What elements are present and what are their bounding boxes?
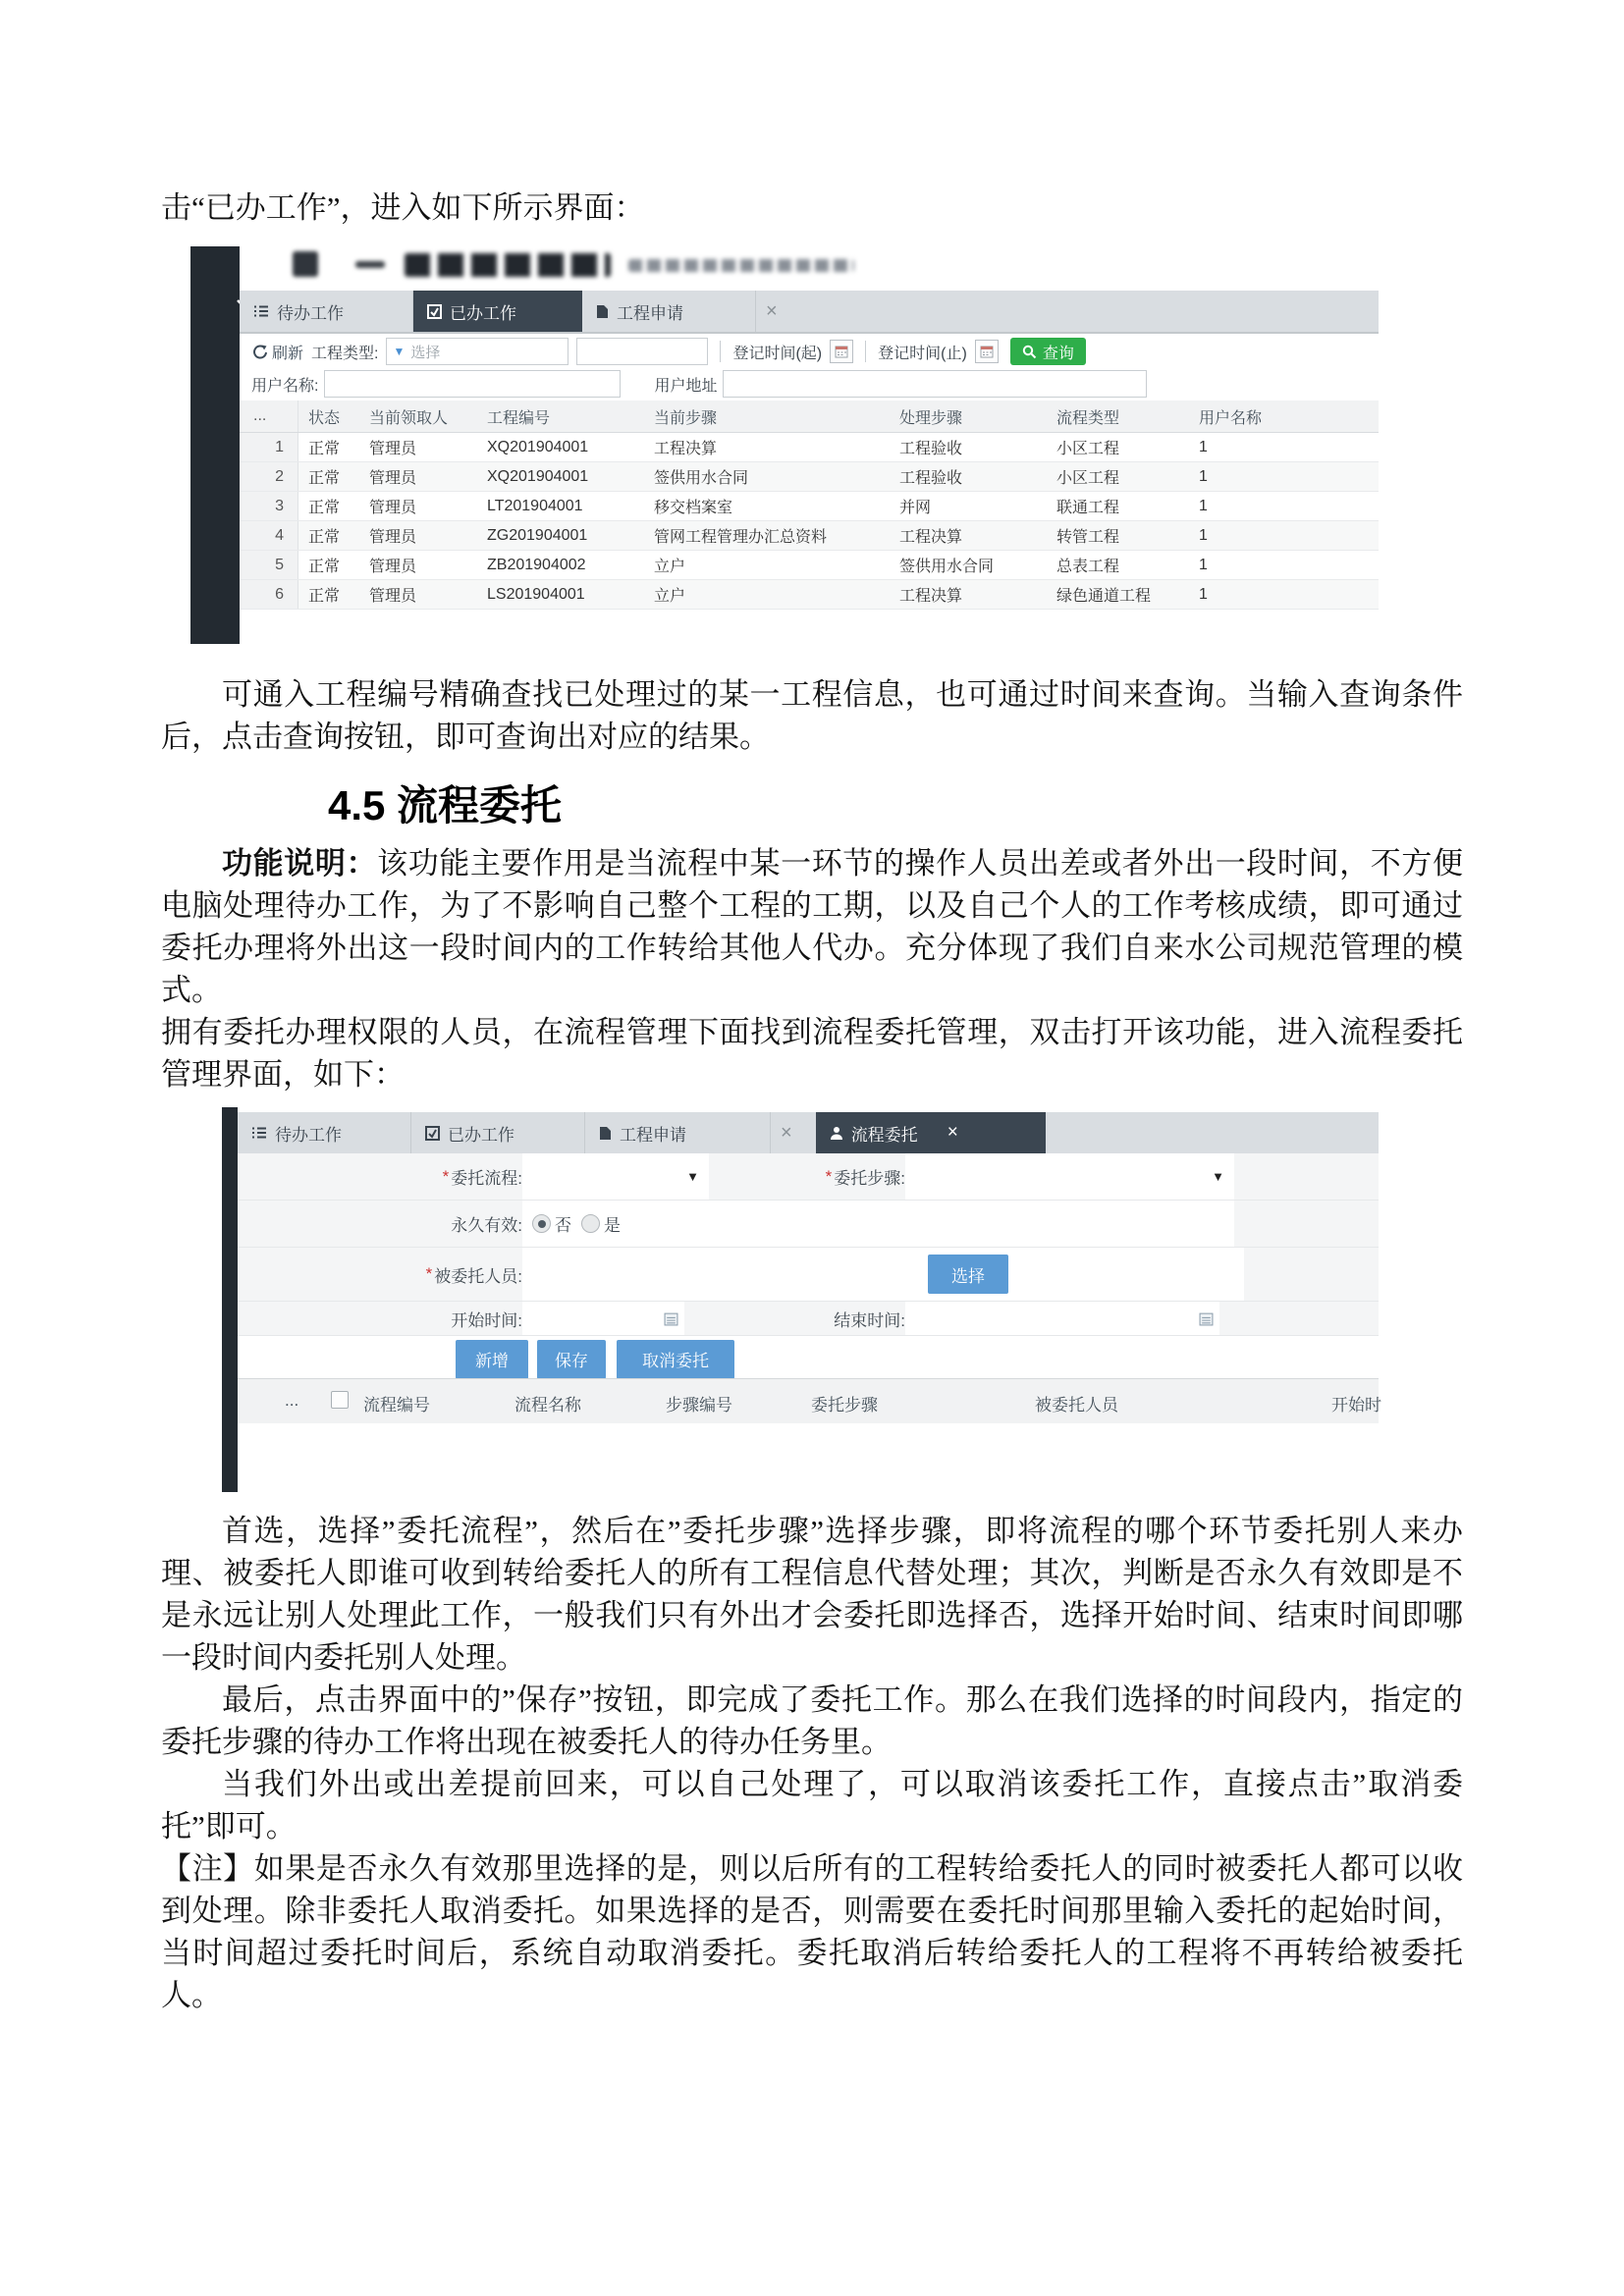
chevron-down-icon: ▼ [393,345,406,358]
required-mark: * [825,1166,833,1186]
user-addr-input[interactable] [723,370,1147,398]
delegation-form [238,1153,1379,1383]
calendar-icon [980,345,994,358]
query-label: 查询 [1042,345,1074,362]
tab-done-work[interactable] [411,1112,585,1153]
cell-handle-step: 工程决算 [899,529,963,546]
end-label: 结束时间: [684,1302,905,1335]
cell-current-step: 工程决算 [654,441,718,457]
paragraph: 当我们外出或出差提前回来，可以自己处理了，可以取消该委托工作，直接点击”取消委托”即可。 [161,1767,1463,1843]
cell-current-step: 移交档案室 [654,500,733,516]
user-name-input[interactable] [324,370,621,398]
col-header: 当前步骤 [654,409,718,427]
select-placeholder: 选择 [410,344,441,361]
screenshot-flow-delegation [161,1107,1379,1492]
step-select[interactable] [905,1153,1234,1200]
col-header: 当前领取人 [369,409,449,427]
table-row[interactable] [240,521,1379,551]
bold-lead: 功能说明： [222,846,378,881]
section-heading: 4.5 流程委托 [328,782,563,828]
blurred-menu-artifact [355,261,385,268]
paragraph: 最后，点击界面中的”保存”按钮，即完成了委托工作。那么在我们选择的时间段内，指定的委托步骤的待办工作将出现在被委托人的待办任务里。 [161,1682,1463,1759]
step-label: * 委托步骤: [709,1153,905,1200]
cell-flow-type: 总表工程 [1056,559,1120,575]
divider [720,341,721,362]
cell-owner: 管理员 [369,441,417,457]
row-filler [1234,1201,1379,1247]
project-type-select[interactable] [386,338,568,365]
cell-status: 正常 [308,470,341,487]
project-type-input[interactable] [576,338,708,365]
close-tab-icon[interactable]: × [781,1122,792,1144]
radio-no-label: 否 [555,1216,571,1235]
row-number: 4 [240,521,298,550]
radio-yes-label: 是 [604,1216,621,1235]
row-number: 5 [240,551,298,579]
user-name-label: 用户名称: [251,377,319,395]
end-time-input[interactable] [905,1302,1219,1335]
cell-current-step: 签供用水合同 [654,470,749,487]
table-row[interactable] [240,433,1379,462]
flow-label: * 委托流程: [238,1153,522,1200]
form-row-forever [238,1201,1379,1248]
cell-owner: 管理员 [369,559,417,575]
tab-done-work[interactable] [413,291,582,332]
screenshot-done-work [161,246,1379,644]
col-header: 状态 [308,409,341,427]
app-header-blurred [240,246,1379,291]
reg-end-label: 登记时间(止) [878,345,967,362]
cell-user-name: 1 [1199,497,1208,514]
query-button[interactable] [1010,338,1086,365]
cell-flow-type: 小区工程 [1056,441,1120,457]
cell-project-no: ZB201904002 [487,556,586,573]
add-button[interactable]: 新增 [456,1340,528,1379]
cell-status: 正常 [308,441,341,457]
close-tab-icon[interactable]: × [947,1122,958,1143]
cell-handle-step: 并网 [899,500,932,516]
tab-bar [238,1112,1379,1155]
reg-start-label: 登记时间(起) [732,345,823,362]
row-number: 2 [240,462,298,491]
tab-label: 待办工作 [275,1125,342,1145]
tab-todo-work[interactable] [238,1112,411,1153]
col-header: 被委托人员 [1035,1396,1118,1415]
cell-handle-step: 签供用水合同 [899,559,995,575]
paragraph: 拥有委托办理权限的人员，在流程管理下面找到流程委托管理，双击打开该功能，进入流程委托管理界面，如下： [161,1015,1463,1092]
select-all-checkbox[interactable] [331,1391,349,1409]
blurred-logo-artifact [293,251,318,277]
radio-yes[interactable] [581,1214,600,1233]
chevron-down-icon: ▼ [686,1169,699,1184]
row-filler [1219,1302,1379,1335]
paragraph: 首选，选择”委托流程”，然后在”委托步骤”选择步骤，即将流程的哪个环节委托别人来办理、被委托人即谁可收到转给委托人的所有工程信息代替处理；其次，判断是否永久有效即是不是永远让别人处理此工作，一般我们只有外出才会委托即选择否，选择开始时间、结束时间即哪一段时间内委托别人处理。 [161,1514,1463,1675]
delegation-table-header [238,1378,1379,1425]
col-header: 流程编号 [363,1396,430,1415]
tab-label: 已办工作 [450,303,516,323]
file-icon [596,304,609,319]
tab-label: 已办工作 [448,1125,514,1145]
cell-flow-type: 小区工程 [1056,470,1120,487]
calendar-icon[interactable] [664,1311,678,1326]
cell-status: 正常 [308,588,341,605]
calendar-start-button[interactable] [830,340,853,363]
delegation-table-body-empty [238,1423,1379,1492]
cell-owner: 管理员 [369,470,417,487]
note-paragraph: 【注】如果是否永久有效那里选择的是，则以后所有的工程转给委托人的同时被委托人都可以收到处理。除非委托人取消委托。如果选择的是否，则需要在委托时间那里输入委托的起始时间，当时间超过委托时间后，系统自动取消委托。委托取消后转给委托人的工程将不再转给被委托人。 [161,1851,1463,2012]
row-number: 1 [240,433,298,461]
flow-select[interactable] [522,1153,709,1200]
check-square-icon [427,304,442,319]
forever-options [522,1201,1234,1247]
table-row[interactable] [240,551,1379,580]
form-row-buttons [238,1336,1379,1383]
cell-current-step: 管网工程管理办汇总资料 [654,529,828,546]
tab-label: 待办工作 [277,303,344,323]
cell-user-name: 1 [1199,556,1208,573]
start-label: 开始时间: [238,1302,522,1335]
required-mark: * [425,1264,433,1283]
filter-toolbar [240,332,1379,369]
start-time-input[interactable] [522,1302,684,1335]
cell-handle-step: 工程决算 [899,588,963,605]
paragraph [161,842,1463,1011]
cell-flow-type: 绿色通道工程 [1056,588,1152,605]
table-row[interactable] [240,580,1379,610]
col-header: 用户名称 [1199,409,1263,427]
cell-status: 正常 [308,529,341,546]
col-header: 流程类型 [1056,409,1120,427]
delegate-input[interactable] [522,1248,920,1301]
cell-project-no: XQ201904001 [487,467,589,485]
forever-label: 永久有效: [238,1201,522,1247]
row-filler [1244,1248,1379,1301]
radio-no[interactable] [532,1214,551,1233]
blurred-subtitle-artifact [628,259,854,272]
radio-dot [538,1220,546,1228]
cell-project-no: LS201904001 [487,585,585,603]
cancel-delegation-button[interactable]: 取消委托 [617,1340,734,1379]
table-header-row [240,400,1379,433]
choose-button[interactable]: 选择 [928,1255,1008,1294]
refresh-icon [251,344,267,359]
row-number: 3 [240,492,298,520]
form-row-flow [238,1153,1379,1201]
cell-project-no: ZG201904001 [487,526,588,544]
cell-owner: 管理员 [369,588,417,605]
cell-current-step: 立户 [654,588,686,605]
cell-user-name: 1 [1199,526,1208,544]
cell-handle-step: 工程验收 [899,441,963,457]
sidebar-collapse-strip[interactable] [222,1107,238,1492]
col-header: 委托步骤 [811,1396,878,1415]
col-header: ... [240,400,298,432]
calendar-end-button[interactable] [975,340,999,363]
tab-project-apply[interactable] [582,291,756,332]
col-header: 开始时 [1331,1396,1381,1415]
filter-toolbar-row2 [240,367,1379,400]
paragraph-text: 该功能主要作用是当流程中某一环节的操作人员出差或者外出一段时间，不方便电脑处理待办工作，为了不影响自己整个工程的工期，以及自己个人的工作考核成绩，即可通过委托办理将外出这一段时间内的工作转给其他人代办。充分体现了我们自来水公司规范管理的模式。 [161,846,1463,1007]
cell-status: 正常 [308,500,341,516]
sidebar-collapse-strip[interactable] [190,246,240,644]
user-addr-label: 用户地址 [654,377,718,395]
tab-project-apply[interactable] [585,1112,771,1153]
row-number: 6 [240,580,298,609]
refresh-label: 刷新 [272,345,304,362]
list-icon [253,304,269,318]
tab-label: 工程申请 [620,1125,686,1145]
cell-owner: 管理员 [369,529,417,546]
col-header: 工程编号 [487,409,551,427]
chevron-down-icon: ▼ [1212,1169,1224,1184]
tab-flow-delegation[interactable] [816,1112,1046,1153]
list-icon [251,1126,267,1140]
cell-flow-type: 联通工程 [1056,500,1120,516]
person-icon [830,1126,843,1141]
cell-user-name: 1 [1199,438,1208,455]
tab-label: 流程委托 [850,1125,918,1145]
cell-handle-step: 工程验收 [899,470,963,487]
save-button[interactable]: 保存 [537,1340,606,1379]
intro-text: 击“已办工作”，进入如下所示界面： [161,190,645,225]
cell-project-no: XQ201904001 [487,438,589,455]
form-row-time [238,1302,1379,1336]
cell-status: 正常 [308,559,341,575]
row-filler [1234,1153,1379,1200]
tab-label: 工程申请 [617,303,683,323]
tab-todo-work[interactable] [240,291,413,332]
calendar-icon [835,345,848,358]
tab-bar [240,291,1379,334]
col-header: 流程名称 [514,1396,581,1415]
file-icon [599,1126,612,1141]
divider [865,341,866,362]
type-label: 工程类型: [311,345,379,362]
paragraph: 可通入工程编号精确查找已处理过的某一工程信息，也可通过时间来查询。当输入查询条件后，点击查询按钮，即可查询出对应的结果。 [161,677,1463,754]
refresh-button[interactable] [251,341,303,363]
col-header: ... [285,1391,299,1410]
blurred-title-artifact [405,253,611,277]
delegate-label: * 被委托人员: [238,1248,522,1301]
table-row[interactable] [240,492,1379,521]
cell-user-name: 1 [1199,467,1208,485]
calendar-icon[interactable] [1199,1311,1214,1326]
col-header: 处理步骤 [899,409,963,427]
close-tab-icon[interactable]: × [766,300,778,322]
cell-owner: 管理员 [369,500,417,516]
cell-flow-type: 转管工程 [1056,529,1120,546]
form-row-delegate [238,1248,1379,1302]
cell-current-step: 立户 [654,559,686,575]
delegate-action-zone [920,1248,1244,1301]
table-row[interactable] [240,462,1379,492]
required-mark: * [442,1166,450,1186]
cell-project-no: LT201904001 [487,497,583,514]
col-header: 步骤编号 [666,1396,732,1415]
search-icon [1022,345,1037,359]
check-square-icon [425,1126,440,1141]
cell-user-name: 1 [1199,585,1208,603]
done-work-table [240,400,1379,610]
